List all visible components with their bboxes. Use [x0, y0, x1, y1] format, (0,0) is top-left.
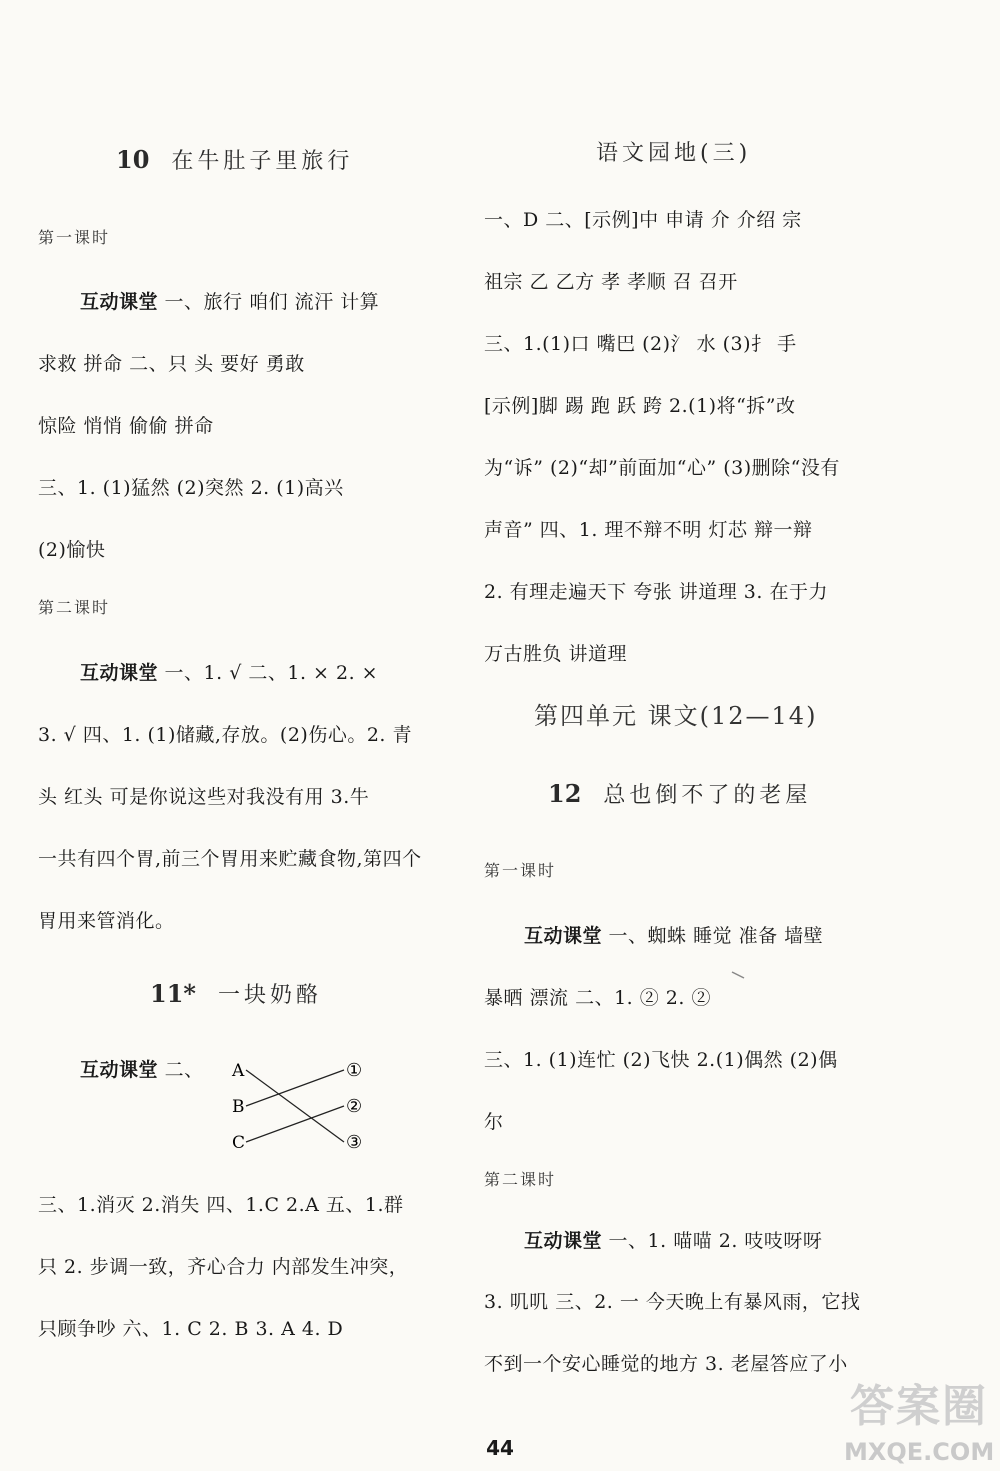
- answer-line: [524, 924, 823, 948]
- answer-line: 为“诉” (2)“却”前面加“心” (3)删除“没有: [484, 457, 840, 479]
- section-heading: 第一课时: [484, 861, 557, 880]
- lesson-title: 在牛肚子里旅行: [171, 149, 354, 174]
- answer-line: 3. √ 四、1. (1)储藏,存放。(2)伤心。2. 青: [38, 724, 413, 746]
- watermark: [840, 1370, 1000, 1470]
- answer-line: (2)愉快: [38, 539, 106, 561]
- answer-text: 一、蜘蛛 睡觉 准备 墙壁: [602, 925, 824, 947]
- match-line-c-2: [246, 1106, 344, 1142]
- match-left-a: A: [232, 1061, 245, 1081]
- answer-line: 只顾争吵 六、1. C 2. B 3. A 4. D: [38, 1318, 344, 1340]
- match-right-2: ②: [346, 1096, 363, 1117]
- right-column: [484, 0, 884, 1400]
- watermark-site: MXQE.COM: [844, 1438, 995, 1466]
- answer-line: 三、1.消灭 2.消失 四、1.C 2.A 五、1.群: [38, 1194, 404, 1216]
- lesson-number: 11*: [150, 979, 196, 1008]
- answer-line: 2. 有理走遍天下 夸张 讲道理 3. 在于力: [484, 581, 828, 603]
- lesson-number: 12: [548, 779, 582, 808]
- matching-diagram: [38, 1052, 418, 1162]
- answer-line: [80, 290, 379, 314]
- answer-line: [524, 1229, 822, 1253]
- watermark-logo: 答案圈: [850, 1381, 988, 1432]
- page-number: 44: [486, 1436, 514, 1460]
- answer-line: 胃用来管消化。: [38, 910, 175, 932]
- answer-line: 头 红头 可是你说这些对我没有用 3.牛: [38, 786, 370, 808]
- matching-exercise: [38, 1052, 418, 1162]
- answer-line: 不到一个安心睡觉的地方 3. 老屋答应了小: [484, 1353, 848, 1375]
- section-heading: 第二课时: [484, 1170, 557, 1189]
- answer-text: 一、1. √ 二、1. × 2. ×: [158, 662, 379, 684]
- answer-line: [示例]脚 踢 跑 跃 跨 2.(1)将“拆”改: [484, 395, 796, 417]
- section-heading: 第一课时: [38, 228, 111, 247]
- answer-line: 惊险 悄悄 偷偷 拼命: [38, 415, 214, 437]
- answer-line: 3. 叽叽 三、2. 一 今天晚上有暴风雨，它找: [484, 1291, 861, 1313]
- left-column: [38, 0, 438, 1400]
- match-left-b: B: [232, 1097, 245, 1117]
- section-heading: 第二课时: [38, 598, 111, 617]
- unit-heading: 第四单元 课文(12—14): [534, 702, 818, 730]
- answer-line: 一、D 二、[示例]中 申请 介 介绍 宗: [484, 209, 802, 231]
- activity-label: 互动课堂: [80, 1059, 159, 1081]
- answer-text: 一、1. 喵喵 2. 吱吱呀呀: [602, 1230, 823, 1252]
- answer-line: 求救 拼命 二、只 头 要好 勇敢: [38, 353, 305, 375]
- scan-speck: [730, 970, 750, 982]
- answer-line: 三、1.(1)口 嘴巴 (2)氵 水 (3)扌 手: [484, 333, 797, 355]
- lesson-title: 总也倒不了的老屋: [603, 783, 812, 808]
- answer-line: 祖宗 乙 乙方 孝 孝顺 召 召开: [484, 271, 738, 293]
- lesson-11-heading: [150, 980, 322, 1010]
- lesson-10-heading: [116, 146, 353, 176]
- answer-text: 一、旅行 咱们 流汗 计算: [158, 291, 380, 313]
- garden-heading: 语文园地(三): [596, 141, 752, 166]
- activity-label: 互动课堂: [524, 925, 603, 947]
- lesson-12-heading: [548, 780, 811, 810]
- match-line-a-3: [246, 1070, 344, 1142]
- lesson-title: 一块奶酪: [217, 983, 322, 1008]
- match-line-b-1: [246, 1070, 344, 1106]
- answer-line: 三、1. (1)猛然 (2)突然 2. (1)高兴: [38, 477, 344, 499]
- answer-text: 二、: [164, 1059, 204, 1081]
- lesson-number: 10: [116, 145, 150, 174]
- activity-label: 互动课堂: [80, 662, 159, 684]
- match-right-1: ①: [346, 1060, 363, 1081]
- answer-line: 尔: [484, 1111, 504, 1133]
- answer-line: 一共有四个胃,前三个胃用来贮藏食物,第四个: [38, 848, 422, 870]
- activity-label: 互动课堂: [524, 1230, 603, 1252]
- answer-line: 只 2. 步调一致，齐心合力 内部发生冲突，: [38, 1256, 409, 1278]
- answer-line: 暴晒 漂流 二、1. ② 2. ②: [484, 987, 711, 1009]
- match-left-c: C: [232, 1133, 246, 1153]
- answer-line: 三、1. (1)连忙 (2)飞快 2.(1)偶然 (2)偶: [484, 1049, 838, 1071]
- answer-line: 声音” 四、1. 理不辩不明 灯芯 辩一辩: [484, 519, 813, 541]
- activity-label: 互动课堂: [80, 291, 159, 313]
- answer-line: [80, 661, 378, 685]
- answer-line: 万古胜负 讲道理: [484, 643, 628, 665]
- match-right-3: ③: [346, 1132, 363, 1153]
